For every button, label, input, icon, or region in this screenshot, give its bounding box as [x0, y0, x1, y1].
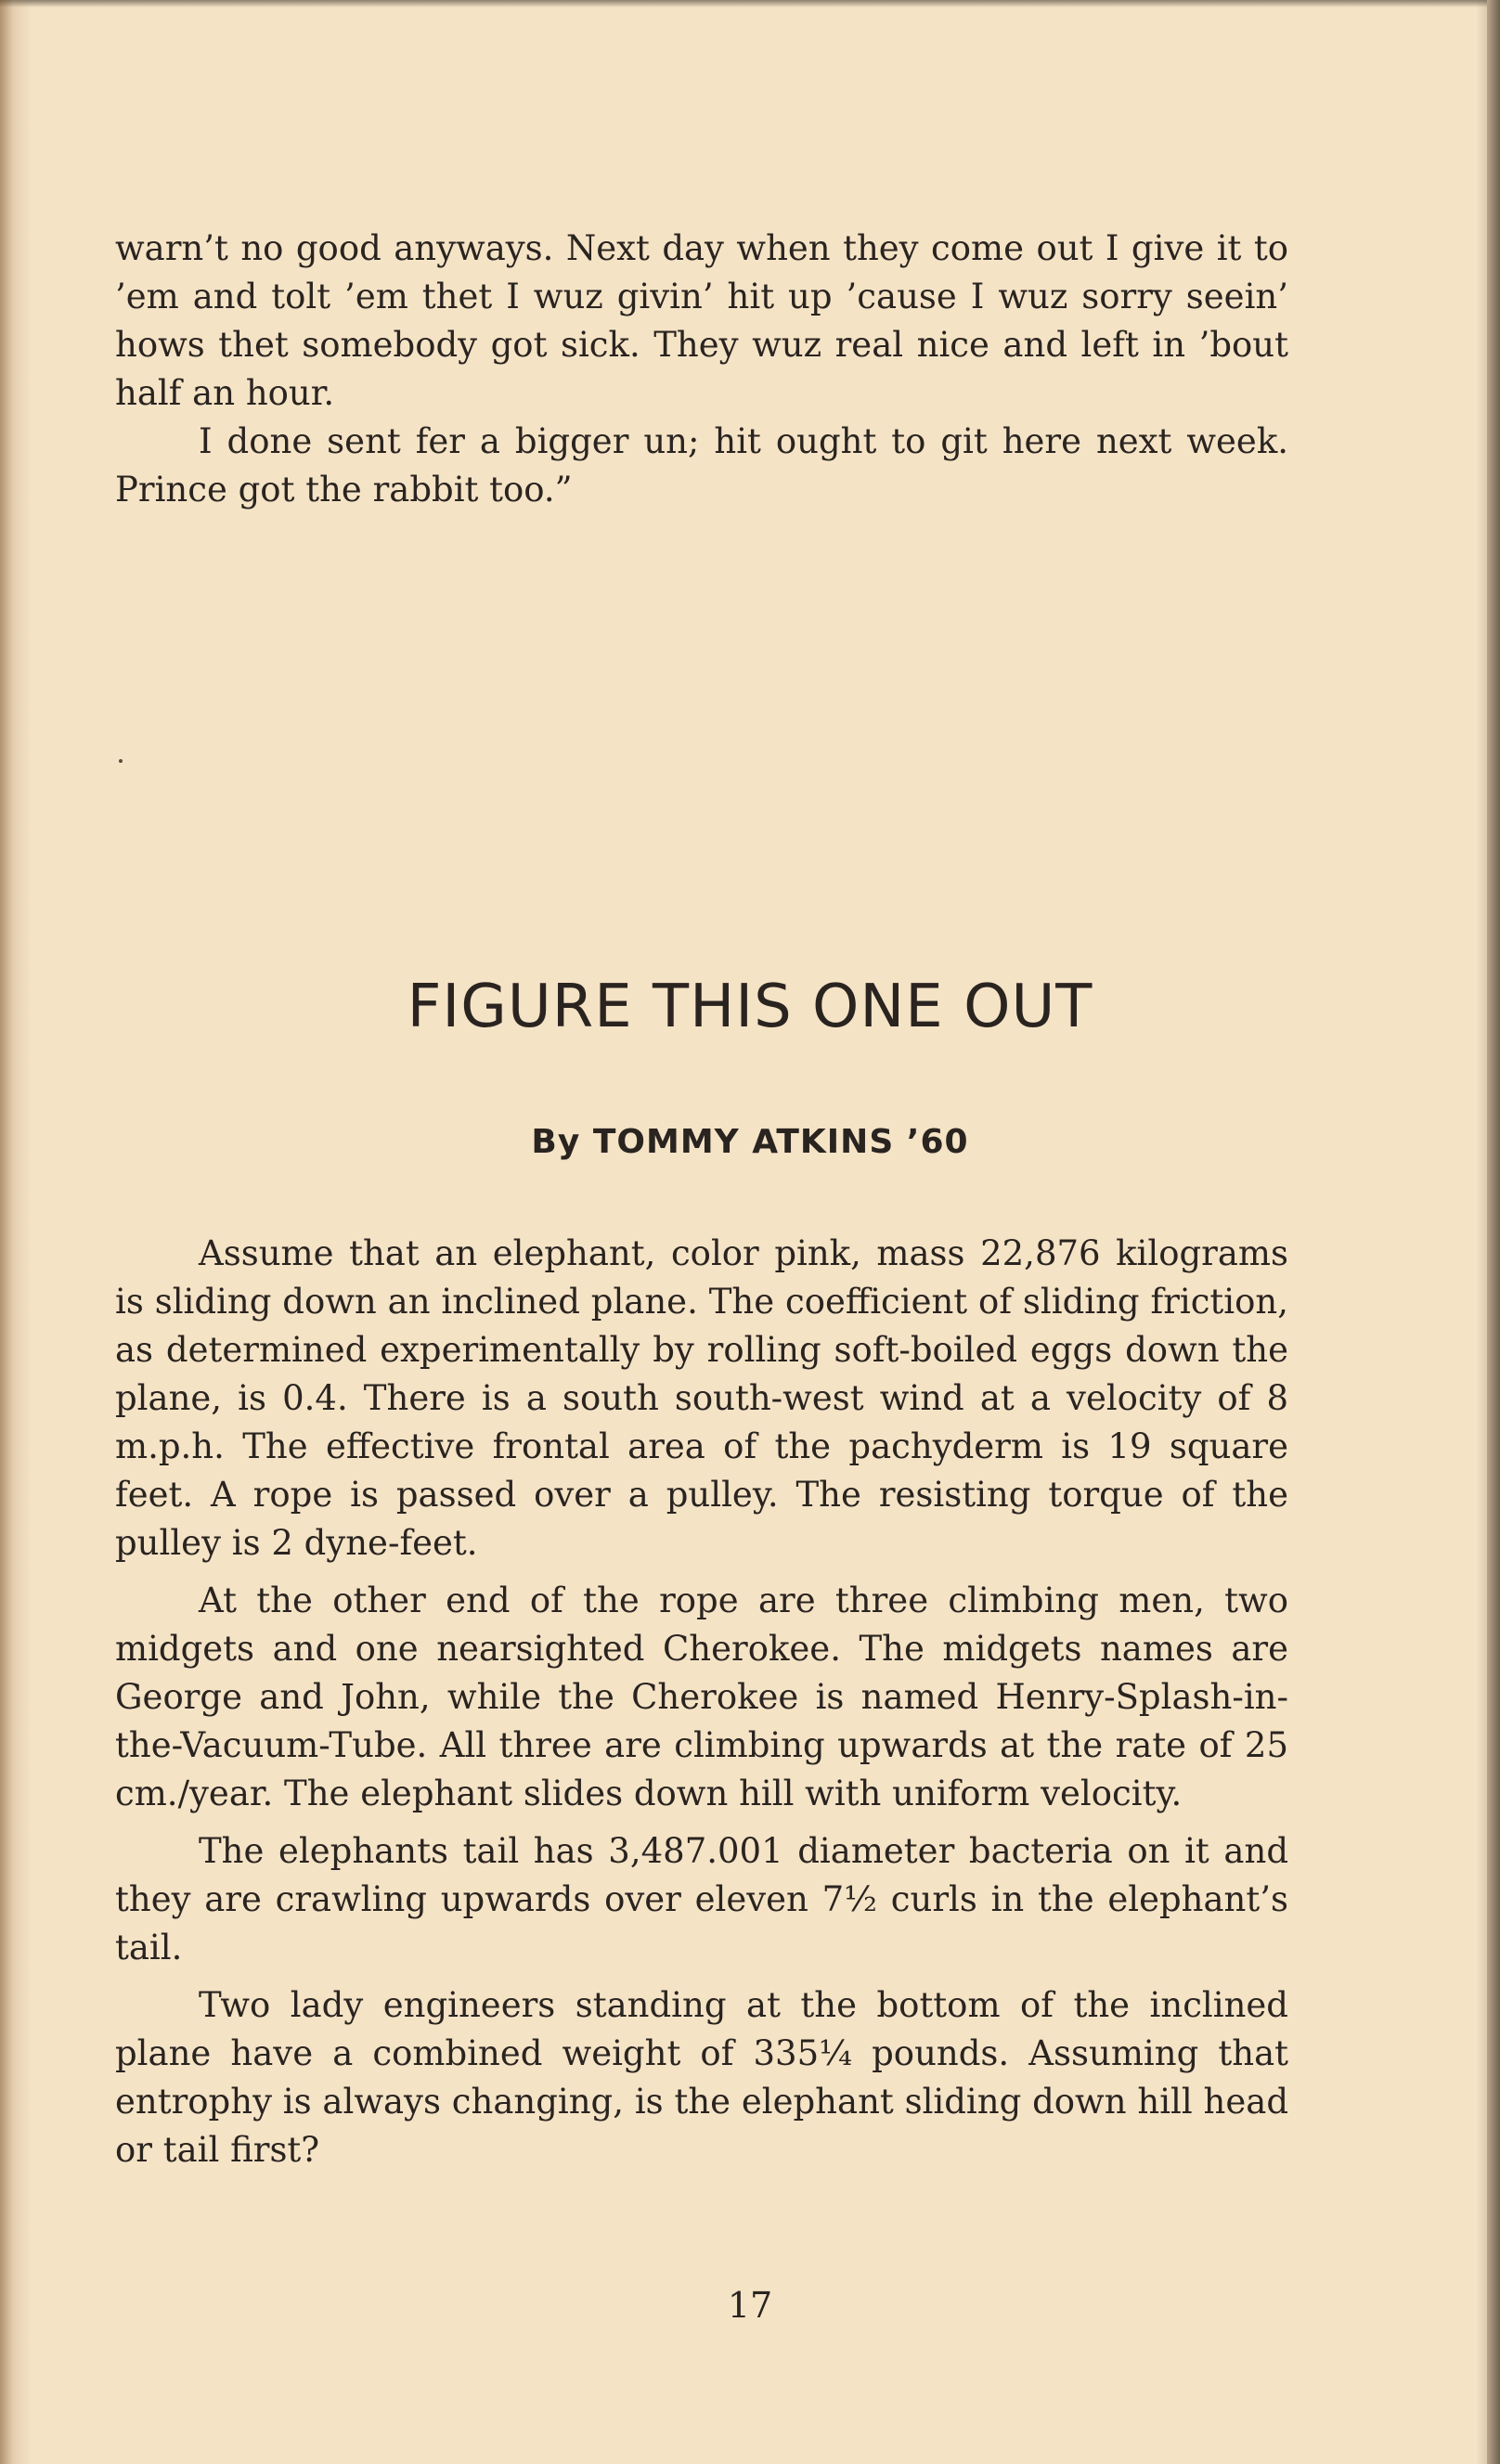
article-paragraph: At the other end of the rope are three climbing men, two midgets and one nearsighted Cherokee. The midgets names are George and John, while the Cherokee is named Henry-Splash-in-the-Vacuum-Tube. All three are climbing upwards at the rate of 25 cm./year. The elephant slides down hill with uniform velocity. — [115, 1580, 1288, 1813]
article-paragraph: The elephants tail has 3,487.001 diameter bacteria on it and they are crawling upwards over eleven 7½ curls in the elephant’s tail. — [115, 1831, 1288, 1967]
page-number: 17 — [727, 2285, 773, 2326]
continuation-paragraph: warn’t no good anyways. Next day when they come out I give it to ’em and tolt ’em thet I wuz givin’ hit up ’cause I wuz sorry seein’ hows thet somebody got sick. They wuz real nice and left in ’bout half an hour. — [115, 228, 1288, 413]
page-edge-shadow — [1487, 0, 1500, 2464]
article-paragraph: Two lady engineers standing at the bottom of the inclined plane have a combined weight of 335¼ pounds. Assuming that entrophy is always changing, is the elephant sliding down hill head or tail first? — [115, 1985, 1288, 2170]
story-continuation — [115, 225, 1288, 514]
article-title: FIGURE THIS ONE OUT — [407, 973, 1093, 1041]
article-body — [115, 1230, 1288, 2174]
article-byline: By TOMMY ATKINS ’60 — [531, 1123, 969, 1161]
page-speck — [119, 759, 123, 763]
continuation-paragraph: I done sent fer a bigger un; hit ought to git here next week. Prince got the rabbit too.” — [115, 421, 1288, 510]
article-paragraph: Assume that an elephant, color pink, mass 22,876 kilograms is sliding down an inclined plane. The coefficient of sliding friction, as determined experimentally by rolling soft-boiled eggs down the plane, is 0.4. There is a south south-west wind at a velocity of 8 m.p.h. The effective frontal area of the pachyderm is 19 square feet. A rope is passed over a pulley. The resisting torque of the pulley is 2 dyne-feet. — [115, 1233, 1288, 1563]
